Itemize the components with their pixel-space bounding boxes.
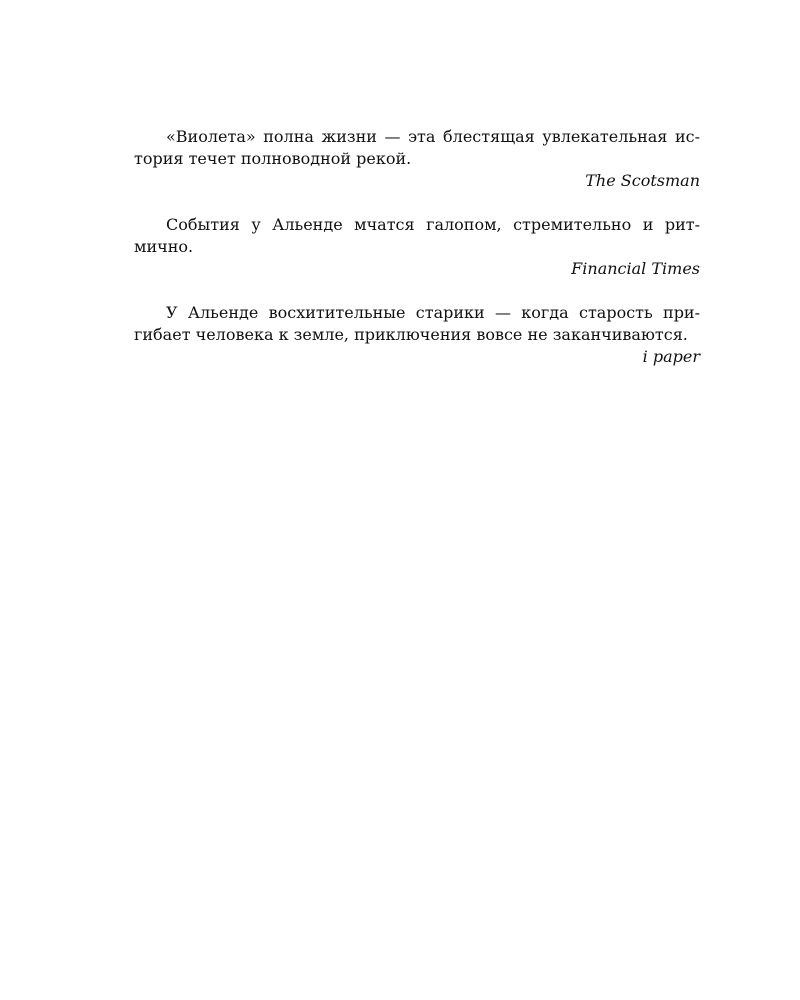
quote-text-line: У Альенде восхитительные старики — когда старость при- xyxy=(166,303,700,322)
review-quote xyxy=(134,126,700,192)
quote-text-line: «Виолета» полна жизни — эта блестящая увлекательная ис- xyxy=(166,127,700,146)
quote-text-line: тория течет полноводной рекой. xyxy=(134,149,412,168)
quote-source: i paper xyxy=(642,347,700,366)
quote-source: Financial Times xyxy=(571,259,700,278)
quote-text-line: События у Альенде мчатся галопом, стремительно и рит- xyxy=(166,215,700,234)
quote-text-line: мично. xyxy=(134,237,194,256)
review-quote xyxy=(134,214,700,280)
review-quotes-page xyxy=(134,126,700,390)
review-quote xyxy=(134,302,700,368)
quote-source: The Scotsman xyxy=(585,171,700,190)
quote-text-line: гибает человека к земле, приключения вовсе не заканчиваются. xyxy=(134,325,688,344)
